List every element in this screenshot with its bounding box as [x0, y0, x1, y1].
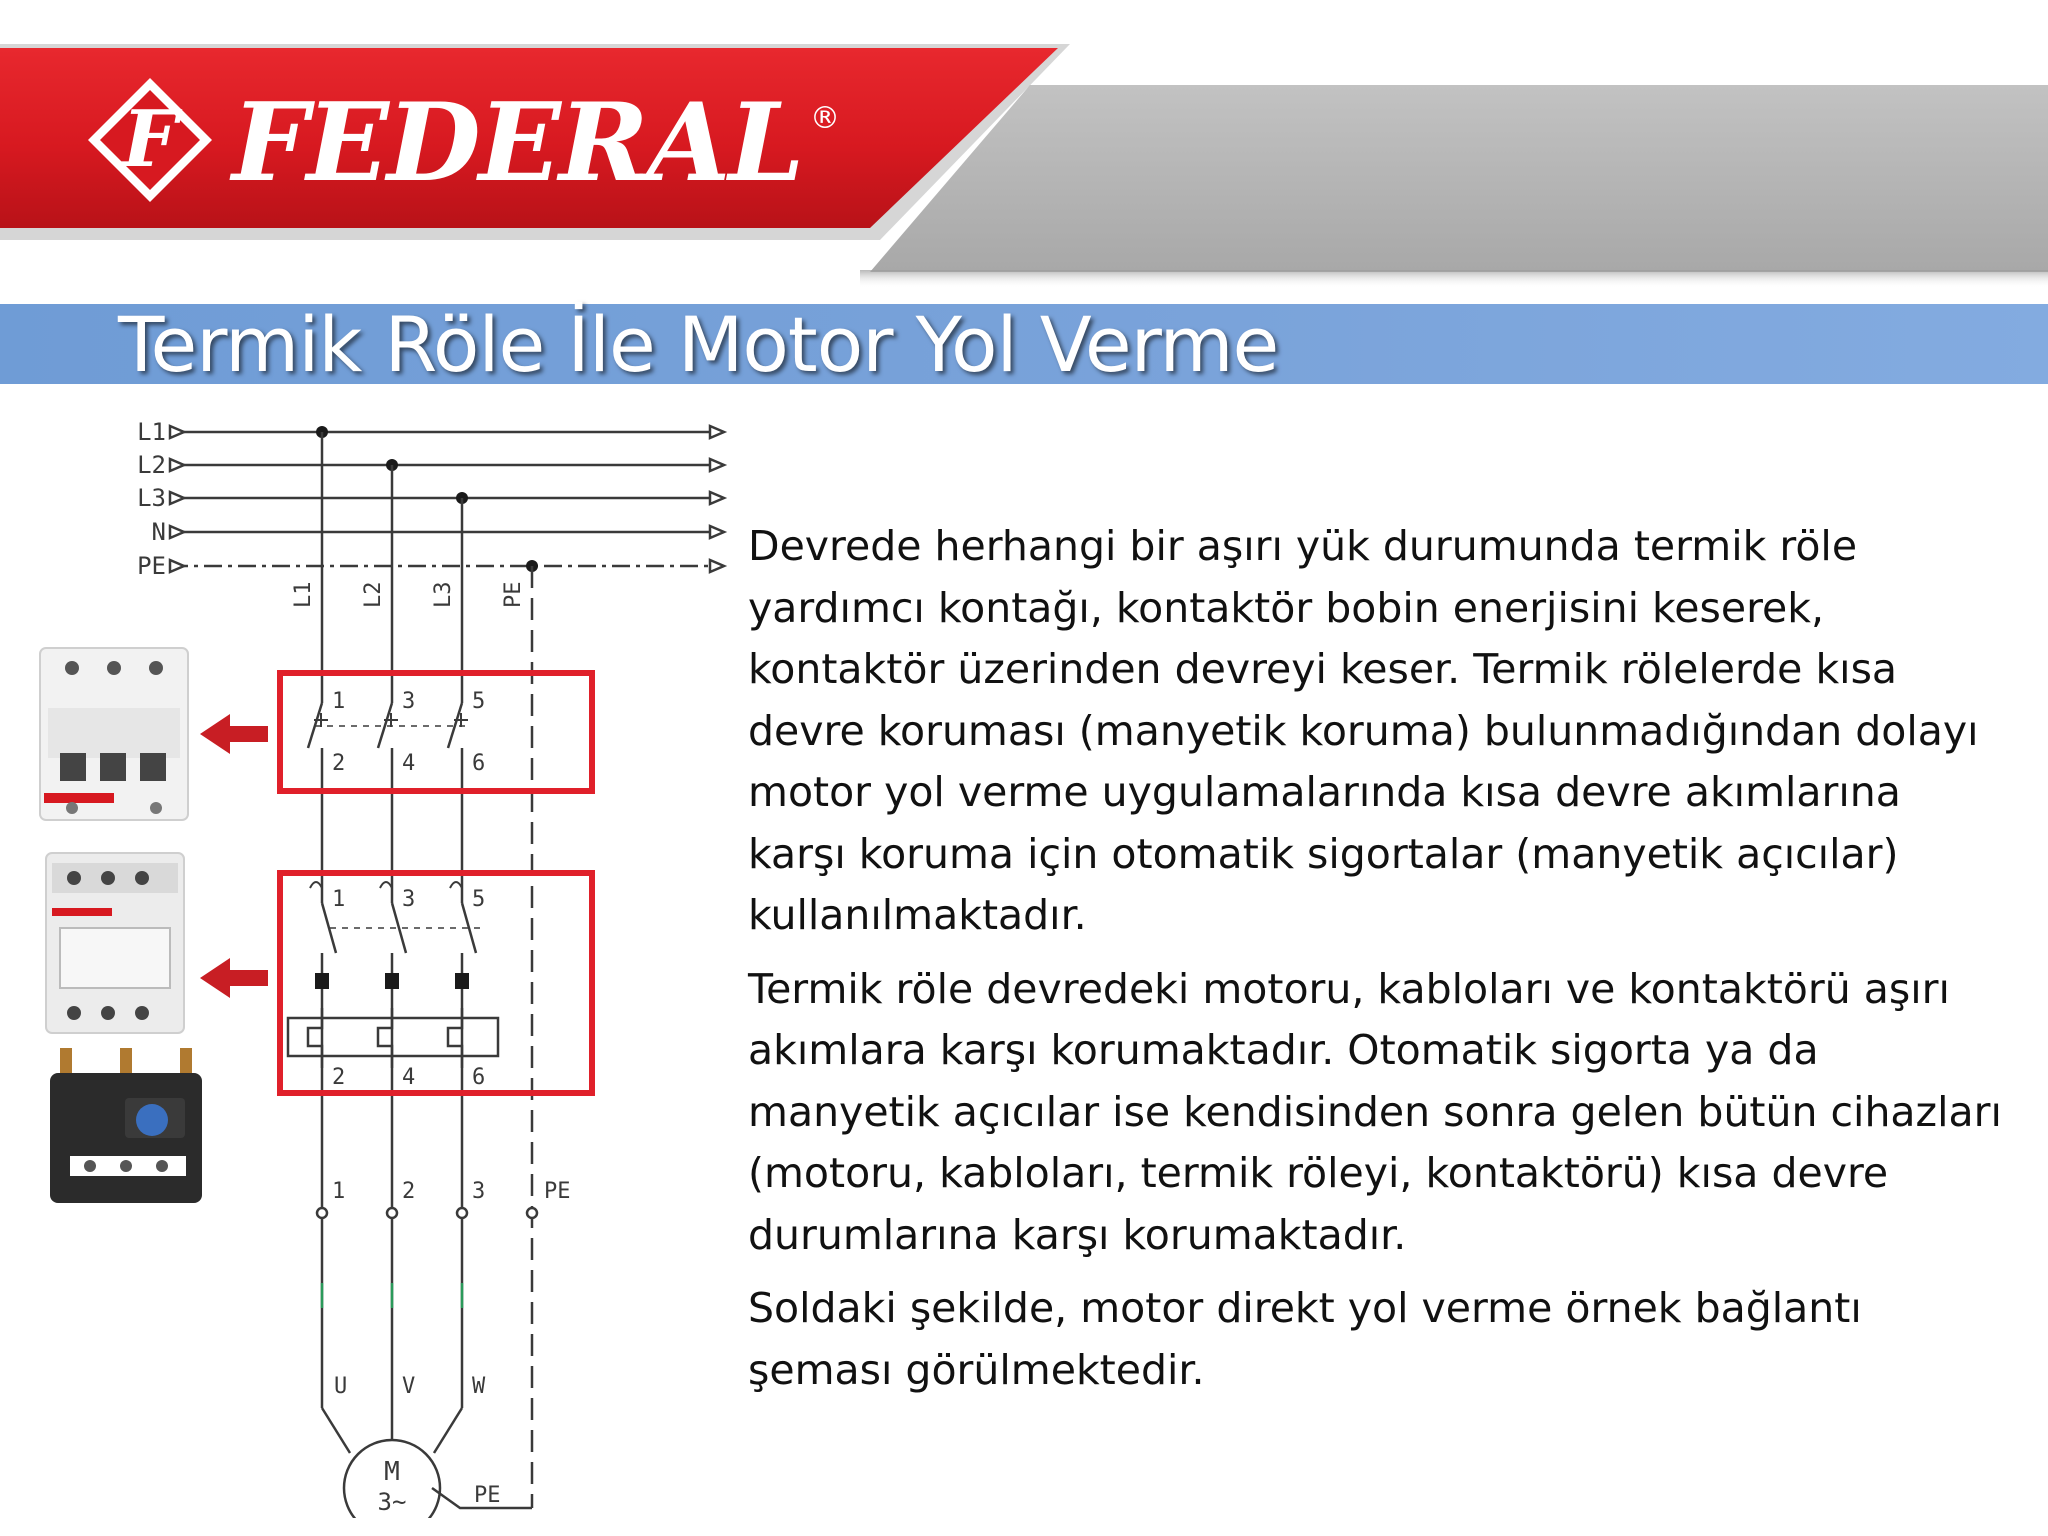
registered-mark: ®	[810, 101, 840, 136]
contactor-top-3: 3	[402, 887, 416, 912]
terminal-label-1: 1	[332, 1179, 346, 1204]
terminal-label-3: 3	[472, 1179, 486, 1204]
thermal-relay-photo	[50, 1048, 202, 1203]
logo-text: FEDERAL	[232, 80, 803, 206]
breaker-top-1: 1	[332, 689, 346, 714]
bus-label-n: N	[151, 518, 166, 546]
bus-label-l1: L1	[137, 418, 166, 446]
bus-label-l2: L2	[137, 451, 166, 479]
motor-terminal-w: W	[472, 1374, 486, 1399]
breaker-highlight	[280, 673, 592, 791]
breaker-top-3: 3	[402, 689, 416, 714]
highlight-boxes	[280, 673, 592, 1093]
bus-lines	[170, 426, 724, 572]
circuit-breaker-photo	[40, 648, 188, 820]
contactor-photo	[46, 853, 184, 1033]
motor-terminal-u: U	[334, 1374, 348, 1399]
page-title: Termik Röle İle Motor Yol Verme	[118, 300, 1279, 389]
relay-bottom-2: 2	[332, 1065, 346, 1090]
bus-label-pe: PE	[137, 552, 166, 580]
motor-pe-label: PE	[474, 1483, 501, 1508]
paragraph-2: Termik röle devredeki motoru, kabloları ve kontaktörü aşırı akımlara karşı korumaktadır. Otomatik sigorta ya da manyetik açıcılar ise kendisinden sonra gelen bütün cihazları (motoru, kabloları, termik röleyi, kontaktörü) kısa devre durumlarına karşı korumaktadır.	[748, 964, 2002, 1259]
column-label-l1: L1	[291, 581, 316, 608]
relay-bottom-4: 4	[402, 1065, 416, 1090]
pointer-arrows	[200, 714, 268, 998]
terminal-label-2: 2	[402, 1179, 416, 1204]
output-terminal-labels	[332, 1179, 571, 1204]
paragraph-1: Devrede herhangi bir aşırı yük durumunda termik röle yardımcı kontağı, kontaktör bobin enerjisini keserek, kontaktör üzerinden devreyi keser. Termik rölelerde kısa devre koruması (manyetik koruma) bulunmadığından dolayı motor yol verme uygulamalarında kısa devre akımlarına karşı koruma için otomatik sigortalar (manyetik açıcılar) kullanılmaktadır.	[748, 522, 1979, 939]
terminal-label-pe: PE	[544, 1179, 571, 1204]
column-labels	[291, 582, 526, 609]
column-label-pe: PE	[501, 581, 526, 608]
paragraph-3: Soldaki şekilde, motor direkt yol verme örnek bağlantı şeması görülmektedir.	[748, 1284, 1862, 1394]
relay-bottom-6: 6	[472, 1065, 486, 1090]
motor-label: M	[384, 1457, 400, 1487]
motor	[322, 1408, 532, 1518]
column-label-l3: L3	[431, 581, 456, 608]
arrow-to-contactor	[200, 958, 268, 998]
arrow-to-breaker	[200, 714, 268, 754]
gray-band	[870, 85, 2048, 272]
breaker-bottom-4: 4	[402, 751, 416, 776]
motor-phase-label: 3~	[377, 1488, 407, 1516]
bus-labels	[137, 418, 166, 580]
bus-label-l3: L3	[137, 484, 166, 512]
breaker-bottom-2: 2	[332, 751, 346, 776]
column-label-l2: L2	[361, 581, 386, 608]
output-terminals	[317, 1208, 537, 1308]
motor-terminal-v: V	[402, 1374, 416, 1399]
svg-text:F: F	[122, 94, 178, 185]
contactor-top-1: 1	[332, 887, 346, 912]
wiring-diagram	[30, 408, 750, 1518]
breaker-bottom-6: 6	[472, 751, 486, 776]
contactor-top-5: 5	[472, 887, 486, 912]
header-banner	[0, 0, 2048, 300]
description-text	[748, 516, 2008, 1413]
breaker-top-5: 5	[472, 689, 486, 714]
gray-band-shadow	[860, 270, 2048, 288]
